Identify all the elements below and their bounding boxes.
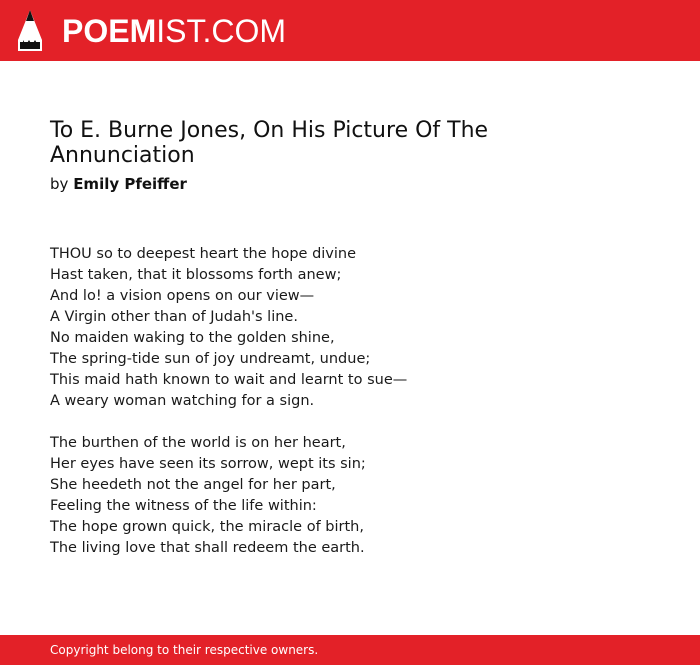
author-link[interactable]: Emily Pfeiffer xyxy=(73,175,187,193)
by-label: by xyxy=(50,175,69,193)
brand-light: IST.COM xyxy=(156,13,287,49)
copyright-text: Copyright belong to their respective owners. xyxy=(50,643,319,657)
poem-line: Feeling the witness of the life within: xyxy=(50,498,317,514)
poem-body xyxy=(50,244,610,580)
site-footer xyxy=(0,635,700,665)
poem-stanza xyxy=(50,244,610,412)
poem-line: A weary woman watching for a sign. xyxy=(50,393,315,409)
poem-line: The spring-tide sun of joy undreamt, undue; xyxy=(50,351,371,367)
poem-line: No maiden waking to the golden shine, xyxy=(50,330,335,346)
poem-line: Her eyes have seen its sorrow, wept its sin; xyxy=(50,456,366,472)
pencil-tip-icon xyxy=(17,9,43,52)
poem-line: Hast taken, that it blossoms forth anew; xyxy=(50,267,342,283)
poem-line: A Virgin other than of Judah's line. xyxy=(50,309,298,325)
poem-line: The living love that shall redeem the earth. xyxy=(50,540,365,556)
poem-line: The burthen of the world is on her heart, xyxy=(50,435,346,451)
poem-line: THOU so to deepest heart the hope divine xyxy=(50,246,357,262)
brand-wordmark xyxy=(62,13,286,49)
poem-line: And lo! a vision opens on our view— xyxy=(50,288,315,304)
brand-bold: POEM xyxy=(62,13,157,49)
poem-line: She heedeth not the angel for her part, xyxy=(50,477,336,493)
poem-stanza xyxy=(50,433,610,559)
poem-line: This maid hath known to wait and learnt to sue— xyxy=(50,372,408,388)
byline xyxy=(50,174,187,194)
site-header xyxy=(0,0,700,61)
poem-title: To E. Burne Jones, On His Picture Of The Annunciation xyxy=(50,118,489,168)
poem-line: The hope grown quick, the miracle of birth, xyxy=(50,519,364,535)
